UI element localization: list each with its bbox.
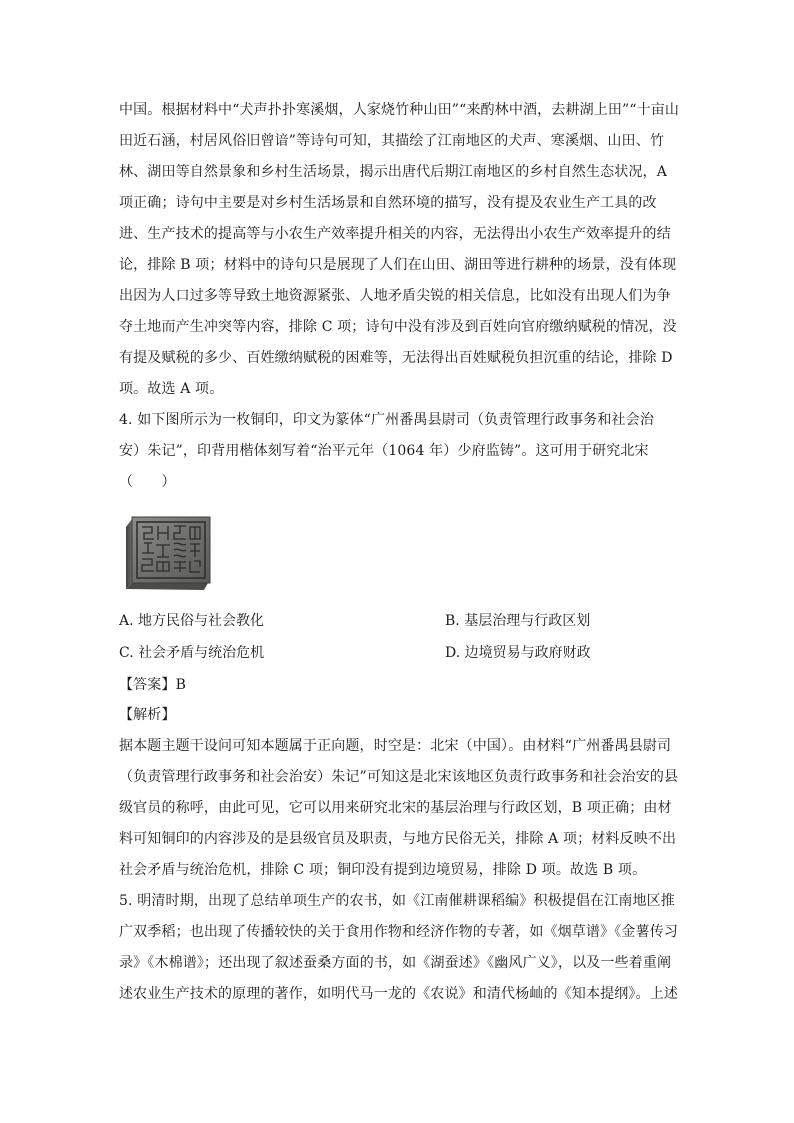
- analysis-line: 据本题主题干设问可知本题属于正向题，时空是：北宋（中国）。由材料“广州番禺县尉司: [119, 738, 672, 754]
- paragraph-line: 田近石涵，村居风俗旧曾谙”等诗句可知，其描绘了江南地区的犬声、寒溪烟、山田、竹: [119, 133, 665, 149]
- option-c: C. 社会矛盾与统治危机: [119, 645, 265, 661]
- analysis-line: 级官员的称呼，由此可见，它可以用来研究北宋的基层治理与行政区划，B 项正确；由材: [119, 800, 672, 816]
- question-4-stem: 4. 如下图所示为一枚铜印，印文为篆体“广州番禺县尉司（负责管理行政事务和社会治: [119, 412, 654, 428]
- question-5-stem: 5. 明清时期，出现了总结单项生产的农书，如《江南催耕课稻编》积极提倡在江南地区推: [119, 893, 675, 909]
- option-d: D. 边境贸易与政府财政: [445, 645, 591, 661]
- question-5-stem: 广双季稻；也出现了传播较快的关于食用作物和经济作物的专著，如《烟草谱》《金薯传习: [119, 924, 678, 940]
- paragraph-line: 论，排除 B 项；材料中的诗句只是展现了人们在山田、湖田等进行耕种的场景，没有体现: [119, 257, 677, 273]
- analysis-line: 料可知铜印的内容涉及的是县级官员及职责，与地方民俗无关，排除 A 项；材料反映不出: [119, 831, 677, 847]
- option-a: A. 地方民俗与社会教化: [119, 613, 265, 629]
- analysis-line: 社会矛盾与统治危机，排除 C 项；铜印没有提到边境贸易，排除 D 项。故选 B 项。: [119, 862, 647, 878]
- analysis-label: 【解析】: [119, 707, 176, 723]
- analysis-line: （负责管理行政事务和社会治安）朱记”可知这是北宋该地区负责行政事务和社会治安的县: [119, 769, 679, 785]
- paragraph-line: 出因为人口过多等导致土地资源紧张、人地矛盾尖锐的相关信息，比如没有出现人们为争: [119, 288, 671, 304]
- paragraph-line: 中国。根据材料中“犬声扑扑寒溪烟，人家烧竹种山田”“来酌林中酒，去耕湖上田”“十亩山: [119, 102, 680, 118]
- question-4-stem: 安）朱记”，印背用楷体刻写着“治平元年（1064 年）少府监铸”。这可用于研究北宋: [119, 443, 649, 459]
- question-4-blank: （ ）: [119, 474, 176, 490]
- question-5-stem: 述农业生产技术的原理的著作，如明代马一龙的《农说》和清代杨屾的《知本提纲》。上述: [119, 986, 678, 1002]
- paragraph-line: 夺土地而产生冲突等内容，排除 C 项；诗句中没有涉及到百姓向官府缴纳赋税的情况，没: [119, 319, 677, 335]
- paragraph-line: 项正确；诗句中主要是对乡村生活场景和自然环境的描写，没有提及农业生产工具的改: [119, 195, 657, 211]
- paragraph-line: 项。故选 A 项。: [119, 381, 224, 397]
- answer-label: 【答案】B: [119, 677, 187, 693]
- paragraph-line: 林、湖田等自然景象和乡村生活场景，揭示出唐代后期江南地区的乡村自然生态状况，A: [119, 164, 667, 180]
- bronze-seal-image: [122, 513, 214, 593]
- option-b: B. 基层治理与行政区划: [445, 613, 591, 629]
- paragraph-line: 进、生产技术的提高等与小农生产效率提升相关的内容，无法得出小农生产效率提升的结: [119, 226, 671, 242]
- question-5-stem: 录》《木棉谱》；还出现了叙述蚕桑方面的书，如《湖蚕述》《幽风广义》，以及一些着重阐: [119, 955, 672, 971]
- paragraph-line: 有提及赋税的多少、百姓缴纳赋税的困难等，无法得出百姓赋税负担沉重的结论，排除 D: [119, 350, 673, 366]
